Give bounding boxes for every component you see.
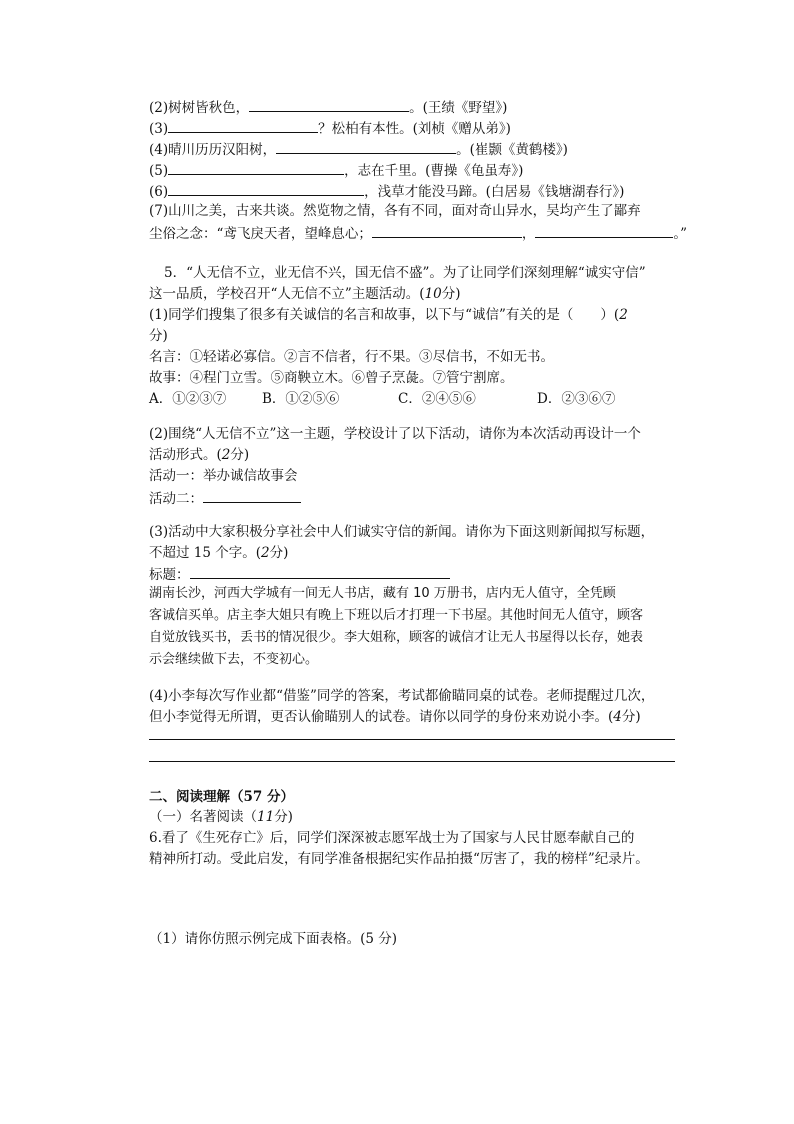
poem-q2-source: 。(王绩《野望》) [409,100,508,116]
q5-title-label: 标题： [149,567,190,583]
news-line-4: 示会继续做下去，不变初心。 [149,652,319,667]
q5-option-a[interactable]: A．①②③⑦ [149,391,227,407]
poem-q7-comma: ， [521,226,536,242]
q5-option-c[interactable]: C．②④⑤⑥ [398,391,476,407]
poem-q5-source: ，志在千里。(曹操《龟虽寿》) [344,163,524,179]
poem-q5-blank[interactable] [168,159,344,175]
poem-q7-end: 。” [673,226,688,242]
q5-option-d[interactable]: D．②③⑥⑦ [537,391,616,407]
poem-q7-line1: (7)山川之美，古来共谈。然览物之情，各有不同，面对奇山异水，吴均产生了鄙弃 [149,203,641,219]
answer-line-2[interactable] [149,761,675,762]
poem-q7-line2 [149,222,687,244]
q5-intro-line1: 5．“人无信不立，业无信不兴，国无信不盛”。为了让同学们深刻理解“诚实守信” [164,265,646,281]
q5-title-row [149,563,450,585]
q5-activity2-blank[interactable] [203,487,301,503]
q5-sub3-line1: (3)活动中大家积极分享社会中人们诚实守信的新闻。请你为下面这则新闻拟写标题， [149,524,655,540]
poem-q4-blank[interactable] [276,138,456,154]
q5-sub2-line2 [149,445,249,465]
q5-sub2-points-unit: 分) [230,447,250,463]
poem-q5 [149,159,523,181]
q5-sub1-line2: 分) [149,328,168,344]
poem-q2 [149,96,507,118]
q5-sub1-line1 [149,305,628,325]
poem-q3-number: (3) [149,121,169,137]
q6-sub1: （1）请你仿照示例完成下面表格。(5 分) [149,931,398,947]
q5-sub2-line1: (2)围绕“人无信不立”这一主题，学校设计了以下活动，请你为本次活动再设计一个 [149,426,641,442]
q5-sub3-text: 不超过 15 个字。( [149,545,262,561]
poem-q7-blank-1[interactable] [372,222,522,238]
q5-option-b[interactable]: B．①②⑤⑥ [262,391,340,407]
q5-sub3-points: 2 [261,545,270,561]
poem-q6 [149,180,624,202]
section2-subheading-points: 11 [257,809,275,825]
q5-sub3-points-unit: 分) [269,545,289,561]
poem-q6-source: ，浅草才能没马蹄。(白居易《钱塘湖春行》) [364,184,625,200]
section2-subheading [149,807,293,827]
poem-q3 [149,117,511,139]
poem-q7-blank-2[interactable] [535,222,673,238]
poem-q3-blank[interactable] [168,117,318,133]
section2-subheading-text: （一）名著阅读（ [149,809,257,825]
q5-activity2 [149,487,301,509]
q5-intro-line2 [149,284,461,304]
poem-q6-blank[interactable] [168,180,364,196]
q5-sub4-points: 4 [613,709,622,725]
q5-sub4-text: 但小李觉得无所谓，更否认偷瞄别人的试卷。请你以同学的身份来劝说小李。( [149,709,614,725]
section2-subheading-unit: 分) [274,809,293,825]
q5-sub1-text: (1)同学们搜集了很多有关诚信的名言和故事，以下与“诚信”有关的是（ ）( [149,307,620,323]
q5-points: 10 [424,286,442,302]
q5-activity2-label: 活动二： [149,491,203,507]
poem-q7-text: 尘俗之念：“鸢飞戾天者，望峰息心； [149,226,372,242]
q5-quotes: 名言：①轻诺必寡信。②言不信者，行不果。③尽信书，不如无书。 [149,349,554,365]
q5-stories: 故事：④程门立雪。⑤商鞅立木。⑥曾子烹彘。⑦管宁割席。 [149,370,514,386]
q5-sub4-line1: (4)小李每次写作业都“借鉴”同学的答案，考试都偷瞄同桌的试卷。老师提醒过几次， [149,688,655,704]
poem-q3-source: ？松柏有本性。(刘桢《赠从弟》) [318,121,511,137]
q5-sub2-text: 活动形式。( [149,447,222,463]
news-line-1: 湖南长沙，河西大学城有一间无人书店，藏有 10 万册书，店内无人值守，全凭顾 [149,586,616,601]
poem-q5-number: (5) [149,163,169,179]
q5-points-unit: 分) [441,286,461,302]
q6-line1: 6.看了《生死存亡》后，同学们深深被志愿军战士为了国家与人民甘愿奉献自己的 [149,830,635,846]
section2-heading: 二、阅读理解（57 分） [149,789,294,805]
poem-q4 [149,138,568,160]
q5-activity1: 活动一：举办诚信故事会 [149,468,298,484]
q5-sub4-line2 [149,707,641,727]
q5-sub1-points: 2 [619,307,628,323]
poem-q4-source: 。(崔颢《黄鹤楼》) [456,142,568,158]
poem-q6-number: (6) [149,184,169,200]
poem-q2-text: (2)树树皆秋色， [149,100,250,116]
poem-q4-text: (4)晴川历历汉阳树， [149,142,277,158]
answer-line-1[interactable] [149,739,675,740]
q5-sub2-points: 2 [221,447,231,463]
q5-sub3-line2 [149,543,288,563]
q5-intro-text: 这一品质，学校召开“人无信不立”主题活动。( [149,286,425,302]
q5-title-blank[interactable] [190,563,450,579]
news-line-2: 客诚信买单。店主李大姐只有晚上下班以后才打理一下书屋。其他时间无人值守，顾客 [149,608,644,623]
news-line-3: 自觉放钱买书，丢书的情况很少。李大姐称，顾客的诚信才让无人书屋得以长存，她表 [149,630,644,645]
q6-line2: 精神所打动。受此启发，有同学准备根据纪实作品拍摄“厉害了，我的榜样”纪录片。 [149,851,649,867]
q5-sub4-points-unit: 分) [621,709,641,725]
poem-q2-blank[interactable] [249,96,409,112]
